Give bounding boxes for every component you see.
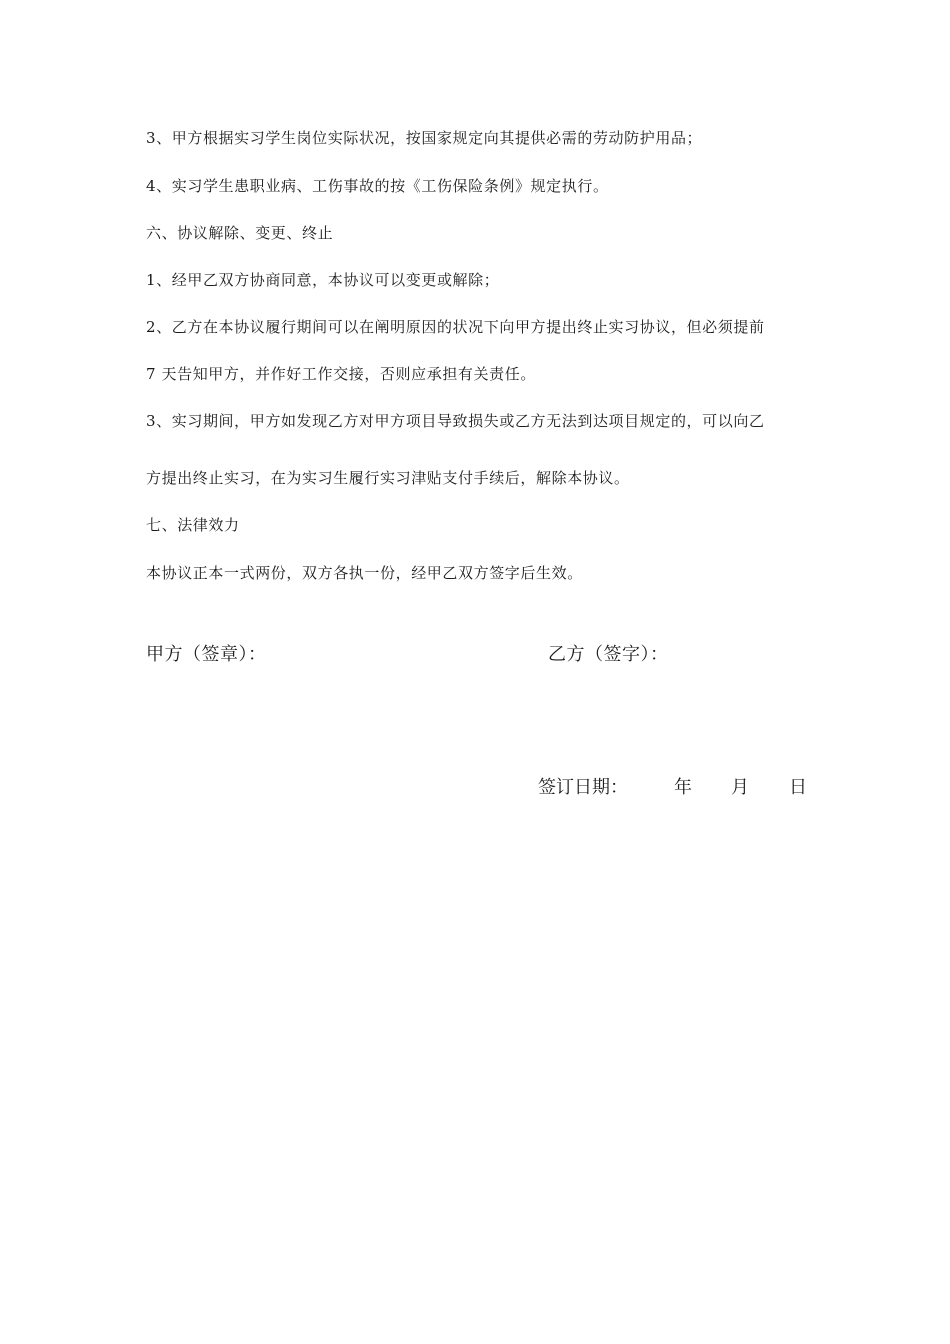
- signing-date-month: 月: [731, 777, 749, 798]
- party-a-signature-label: 甲方（签章）：: [146, 644, 267, 665]
- section-7-heading: 七、法律效力: [146, 516, 240, 534]
- clause-7-text: 本协议正本一式两份，双方各执一份，经甲乙双方签字后生效。: [146, 564, 583, 582]
- party-b-signature-label: 乙方（签字）：: [548, 644, 669, 665]
- clause-6-3-line-2: 方提出终止实习，在为实习生履行实习津贴支付手续后，解除本协议。: [146, 469, 630, 487]
- clause-6-2-line-1: 2、乙方在本协议履行期间可以在阐明原因的状况下向甲方提出终止实习协议，但必须提前: [146, 318, 765, 336]
- clause-6-2-line-2: 7 天告知甲方，并作好工作交接，否则应承担有关责任。: [146, 365, 536, 383]
- clause-5-4: 4、实习学生患职业病、工伤事故的按《工伤保险条例》规定执行。: [146, 177, 609, 195]
- signing-date-year: 年: [674, 777, 692, 798]
- clause-6-1: 1、经甲乙双方协商同意，本协议可以变更或解除；: [146, 271, 500, 289]
- clause-5-3: 3、甲方根据实习学生岗位实际状况，按国家规定向其提供必需的劳动防护用品；: [146, 129, 703, 147]
- clause-6-3-line-1: 3、实习期间，甲方如发现乙方对甲方项目导致损失或乙方无法到达项目规定的，可以向乙: [146, 412, 765, 430]
- signing-date-label: 签订日期：: [538, 777, 628, 798]
- signing-date-day: 日: [789, 777, 807, 798]
- section-6-heading: 六、协议解除、变更、终止: [146, 224, 334, 242]
